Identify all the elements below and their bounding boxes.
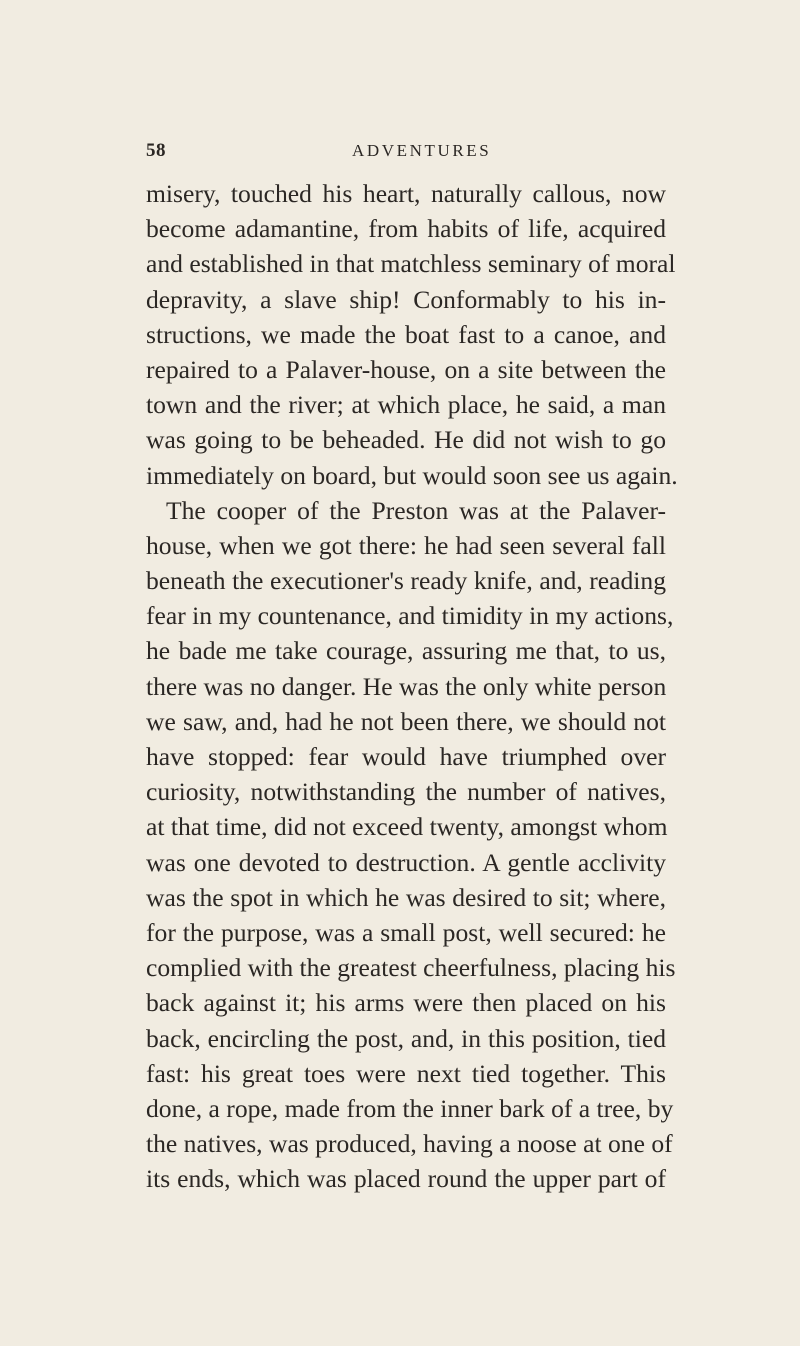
- text-line: done, a rope, made from the inner bark of a tree, by: [146, 1093, 674, 1123]
- text-line: depravity, a slave ship! Conformably to his in-: [146, 284, 666, 314]
- text-line: we saw, and, had he not been there, we should not: [146, 706, 666, 736]
- text-line: there was no danger. He was the only white person: [146, 671, 667, 701]
- text-line: was going to be beheaded. He did not wish to go: [146, 425, 666, 455]
- text-line: was the spot in which he was desired to sit; where,: [146, 882, 666, 912]
- body-text: [146, 176, 678, 1196]
- text-line: and established in that matchless seminary of moral: [146, 249, 676, 279]
- text-line: its ends, which was placed round the upper part of: [146, 1164, 666, 1194]
- text-line: have stopped: fear would have triumphed over: [146, 742, 666, 771]
- text-line: back, encircling the post, and, in this position, tied: [146, 1023, 666, 1053]
- text-line: complied with the greatest cheerfulness, placing his: [146, 953, 676, 983]
- text-line: for the purpose, was a small post, well secured: he: [146, 917, 666, 947]
- text-line: house, when we got there: he had seen several fall: [146, 530, 666, 560]
- text-line: beneath the executioner's ready knife, and, reading: [146, 566, 666, 596]
- text-line: town and the river; at which place, he said, a man: [146, 390, 666, 420]
- text-line: misery, touched his heart, naturally callous, now: [146, 179, 666, 208]
- page-number: 58: [146, 140, 166, 161]
- text-line: fear in my countenance, and timidity in my actions,: [146, 601, 674, 631]
- text-line: was one devoted to destruction. A gentle acclivity: [146, 847, 666, 877]
- text-line: immediately on board, but would soon see us again.: [146, 460, 678, 490]
- text-line: fast: his great toes were next tied together. This: [146, 1058, 666, 1088]
- text-line: he bade me take courage, assuring me that, to us,: [146, 636, 666, 666]
- running-title: ADVENTURES: [352, 141, 492, 160]
- text-line: back against it; his arms were then placed on his: [146, 988, 666, 1018]
- text-line: structions, we made the boat fast to a canoe, and: [146, 319, 666, 349]
- text-line: become adamantine, from habits of life, acquired: [146, 214, 666, 244]
- paragraph-start-line: The cooper of the Preston was at the Palaver-: [166, 495, 666, 525]
- text-line: the natives, was produced, having a noose at one of: [146, 1129, 673, 1159]
- text-line: at that time, did not exceed twenty, amongst whom: [146, 812, 668, 842]
- running-head: [146, 140, 666, 170]
- text-line: repaired to a Palaver-house, on a site between the: [146, 354, 666, 384]
- text-line: curiosity, notwithstanding the number of natives,: [146, 777, 666, 807]
